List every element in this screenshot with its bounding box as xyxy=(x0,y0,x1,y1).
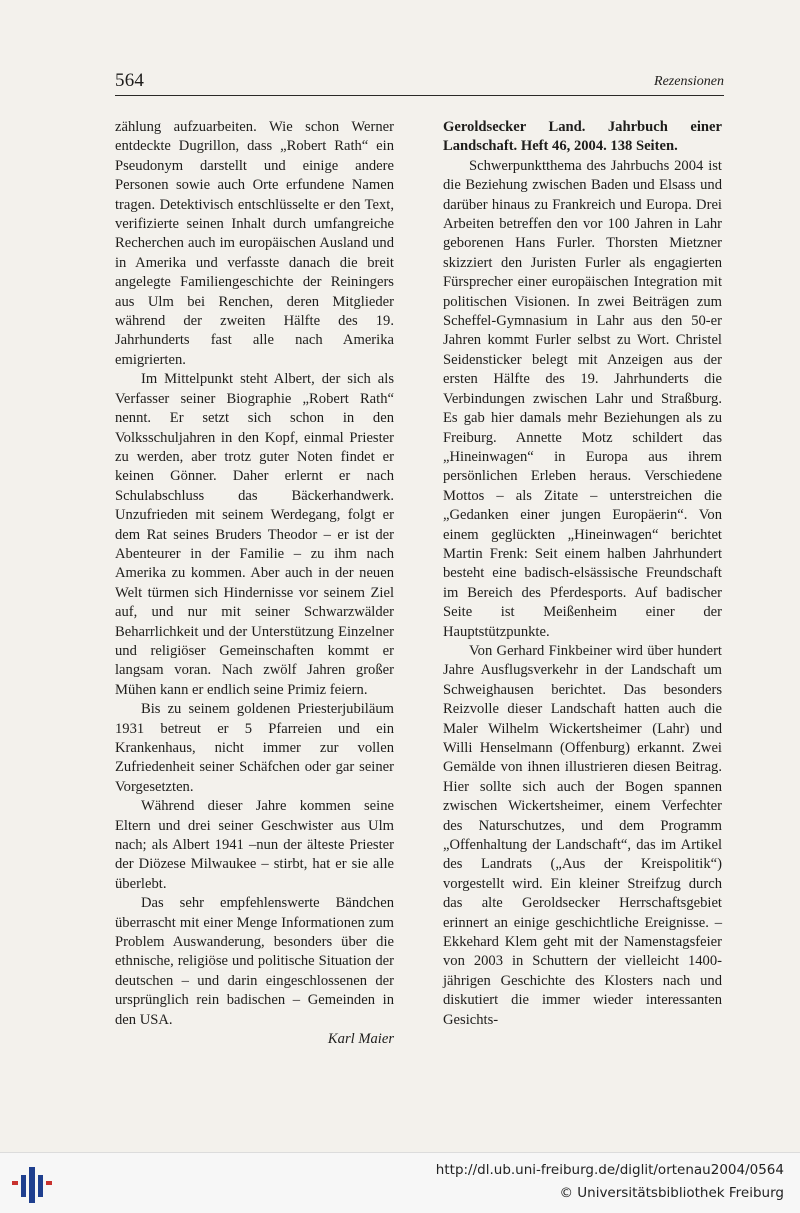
header-rule xyxy=(115,95,724,96)
paragraph: Im Mittelpunkt steht Albert, der sich als Verfasser seiner Biographie „Robert Rath“ nennt. Er setzt sich schon in den Volksschuljahren in den Kopf, einmal Priester zu werden, aber trotz guter Noten findet er keinen Gönner. Daher erlernt er nach Schulabschluss das Bäckerhandwerk. Unzufrieden mit seinem Werdegang, folgt er dem Rat seines Bruders Theodor – er ist der Abenteurer in der Familie – zu ihm nach Amerika zu kommen. Aber auch in der neuen Welt türmen sich Hindernisse vor seinem Ziel auf, und nur mit seiner Schwarzwälder Beharrlichkeit und der Unterstützung Einzelner und religiöser Gemeinschaften kommt er langsam voran. Nach zwölf Jahren großer Mühen kann er endlich seine Primiz feiern. xyxy=(115,371,394,698)
viewer-footer xyxy=(0,1152,800,1213)
document-url-link[interactable]: http://dl.ub.uni-freiburg.de/diglit/ortenau2004/0564 xyxy=(435,1162,784,1178)
paragraph: Von Gerhard Finkbeiner wird über hundert Jahre Ausflugsverkehr in der Landschaft um Schweighausen berichtet. Das besonders Reizvolle dieser Landschaft hatten auch die Maler Wilhelm Wickertsheimer (Lahr) und Willi Henselmann (Offenburg) erkannt. Zwei Gemälde von ihnen illustrieren diesen Beitrag. Hier sollte sich auch der Bogen spannen zwischen Wickertsheimer, einem Verfechter des Naturschutzes, und dem Programm „Offenhaltung der Landschaft“, das im Artikel des Landrats („Aus der Kreispolitik“) vorgestellt wird. Ein kleiner Streifzug durch das alte Geroldsecker Herrschaftsgebiet erinnert an einige geschichtliche Ereignisse. – Ekkehard Klem geht mit der Namenstagsfeier von 2003 in Schuttern der vielleicht 1400-jährigen Geschichte des Klosters nach und diskutiert die immer wieder interessanten Gesichts- xyxy=(443,642,722,1028)
paragraph: Schwerpunktthema des Jahrbuchs 2004 ist die Beziehung zwischen Baden und Elsass und darüber hinaus zu Frankreich und Europa. Drei Arbeiten betreffen den vor 100 Jahren in Lahr geborenen Hans Furler. Thorsten Mietzner skizziert den Juristen Furler als engagierten Fürsprecher einer europäischen Integration mit politischen Visionen. In zwei Beiträgen zum Scheffel-Gymnasium in Lahr aus den 50-er Jahren kommt Furler selbst zu Wort. Christel Seidensticker belegt mit Anzeigen aus der ersten Hälfte des 19. Jahrhunderts die Verbindungen zwischen Lahr und Straßburg. Es gab hier damals mehr Beziehungen als zu Freiburg. Annette Motz schildert das „Hineinwagen“ in Europa aus ihrem persönlichen Erleben heraus. Verschiedene Mottos – als Zitate – unterstreichen die „Gedanken einer jungen Europäerin“. Von einem geglückten „Hineinwagen“ berichtet Martin Frenk: Seit einem halben Jahrhundert besteht eine badisch-elsässische Freundschaft im Bereich des Pferdesports. Auf badischer Seite ist Meißenheim einer der Hauptstützpunkte. xyxy=(443,157,722,640)
review-signature: Karl Maier xyxy=(327,1031,394,1048)
paragraph: Während dieser Jahre kommen seine Eltern und drei seiner Geschwister aus Ulm nach; als Albert 1941 –nun der älteste Priester der Diözese Milwaukee – stirbt, hat er sie alle überlebt. xyxy=(115,798,394,892)
page-number: 564 xyxy=(115,70,145,91)
paragraph: Bis zu seinem goldenen Priesterjubiläum 1931 betreut er 5 Pfarreien und ein Krankenhaus, nicht immer zur vollen Zufriedenheit seiner Schäfchen oder gar seiner Vorgesetzten. xyxy=(115,701,394,795)
section-title: Rezensionen xyxy=(654,74,724,89)
right-column xyxy=(443,118,722,1030)
left-column xyxy=(115,118,394,1050)
paragraph: Das sehr empfehlenswerte Bändchen überrascht mit einer Menge Informationen zum Problem Auswanderung, besonders über die ethnische, religiöse und politische Situation der deutschen – und darin eingeschlossenen der ursprünglich rein badischen – Gemeinden in den USA. xyxy=(115,895,394,1028)
ub-freiburg-logo-icon[interactable] xyxy=(10,1165,54,1205)
paragraph: zählung aufzuarbeiten. Wie schon Werner entdeckte Dugrillon, dass „Robert Rath“ ein Pseudonym darstellt und einige andere Personen sowie auch Orte erfundene Namen tragen. Detektivisch entschlüsselte er den Text, verifizierte seinen Inhalt durch umfangreiche Recherchen auch im europäischen Ausland und in Amerika und verfasste danach die breit angelegte Familiengeschichte der Reiningers aus Ulm bei Renchen, deren Mitglieder während der zweiten Hälfte des 19. Jahrhunderts fast alle nach Amerika emigrierten. xyxy=(115,119,394,368)
book-title: Geroldsecker Land. Jahrbuch einer Landschaft. Heft 46, 2004. 138 Seiten. xyxy=(443,119,722,155)
copyright-text: © Universitätsbibliothek Freiburg xyxy=(559,1185,784,1201)
